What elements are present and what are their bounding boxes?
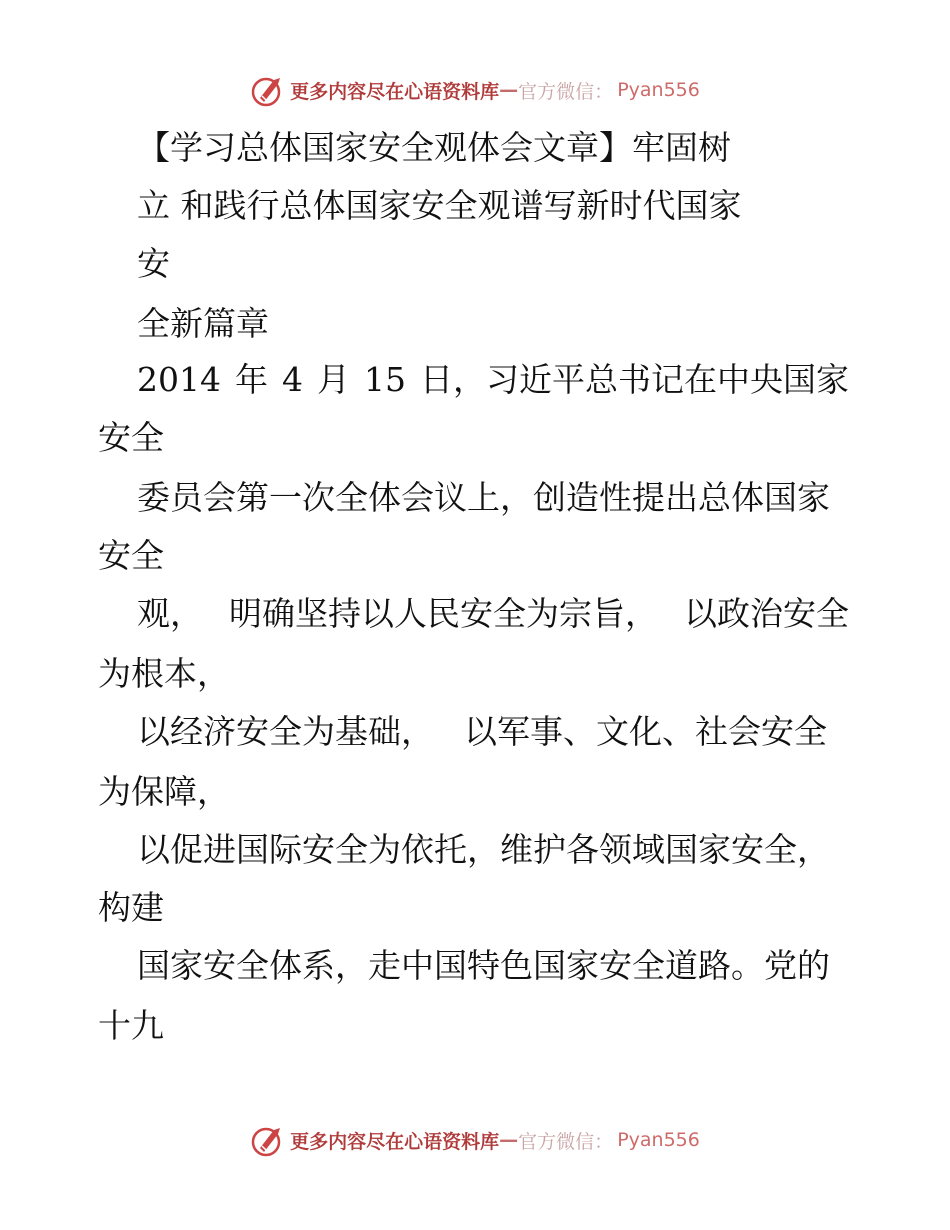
banner-text (290, 77, 700, 104)
text-segment: 4 (281, 360, 303, 399)
text-segment: 月 (316, 360, 350, 399)
banner-main-text: 更多内容尽在心语资料库 (290, 80, 500, 103)
paragraph-line-2a: 委员会第一次全体会议上，创造性提出总体国家 (137, 478, 830, 517)
title-line-4: 全新篇章 (137, 304, 269, 343)
text-segment: 观， (137, 594, 203, 633)
header-banner (0, 70, 950, 110)
text-segment: 明确坚持以人民安全为宗旨， (229, 594, 658, 633)
paragraph-line-3b: 为根本， (98, 654, 230, 693)
paragraph-line-4b: 为保障， (98, 772, 230, 811)
banner-label: 官方微信： (518, 80, 614, 103)
banner-label: 官方微信： (518, 1130, 614, 1153)
banner-main-text: 更多内容尽在心语资料库 (290, 1130, 500, 1153)
text-segment: 15 (363, 360, 406, 399)
paragraph-line-3a (137, 594, 849, 634)
paragraph-line-4a (137, 712, 827, 752)
text-segment: 2014 (137, 360, 221, 399)
title-line-1: 【学习总体国家安全观体会文章】牢固树 (137, 128, 731, 167)
pen-logo-icon (250, 1122, 286, 1158)
text-segment: 日，习近平总书记在中央国家 (419, 360, 849, 399)
paragraph-line-5b: 构建 (98, 888, 164, 927)
paragraph-line-6b: 十九 (98, 1006, 164, 1045)
paragraph-line-1a (137, 360, 849, 400)
banner-dash: — (499, 79, 519, 101)
footer-banner (0, 1120, 950, 1160)
paragraph-line-5a: 以促进国际安全为依托，维护各领域国家安全， (137, 830, 830, 869)
paragraph-line-1b: 安全 (98, 418, 164, 457)
title-line-3: 安 (137, 244, 170, 283)
banner-wechat-id: Pyan556 (617, 1129, 700, 1151)
banner-dash: — (499, 1129, 519, 1151)
text-segment: 以政治安全 (684, 594, 849, 633)
text-segment: 以军事、文化、社会安全 (464, 712, 827, 751)
banner-text (290, 1127, 700, 1154)
paragraph-line-2b: 安全 (98, 536, 164, 575)
text-segment: 以经济安全为基础， (137, 712, 434, 751)
paragraph-line-6a: 国家安全体系，走中国特色国家安全道路。党的 (137, 946, 830, 985)
pen-logo-icon (250, 72, 286, 108)
text-segment: 年 (234, 360, 268, 399)
banner-wechat-id: Pyan556 (617, 79, 700, 101)
title-line-2: 立 和践行总体国家安全观谱写新时代国家 (137, 186, 742, 225)
